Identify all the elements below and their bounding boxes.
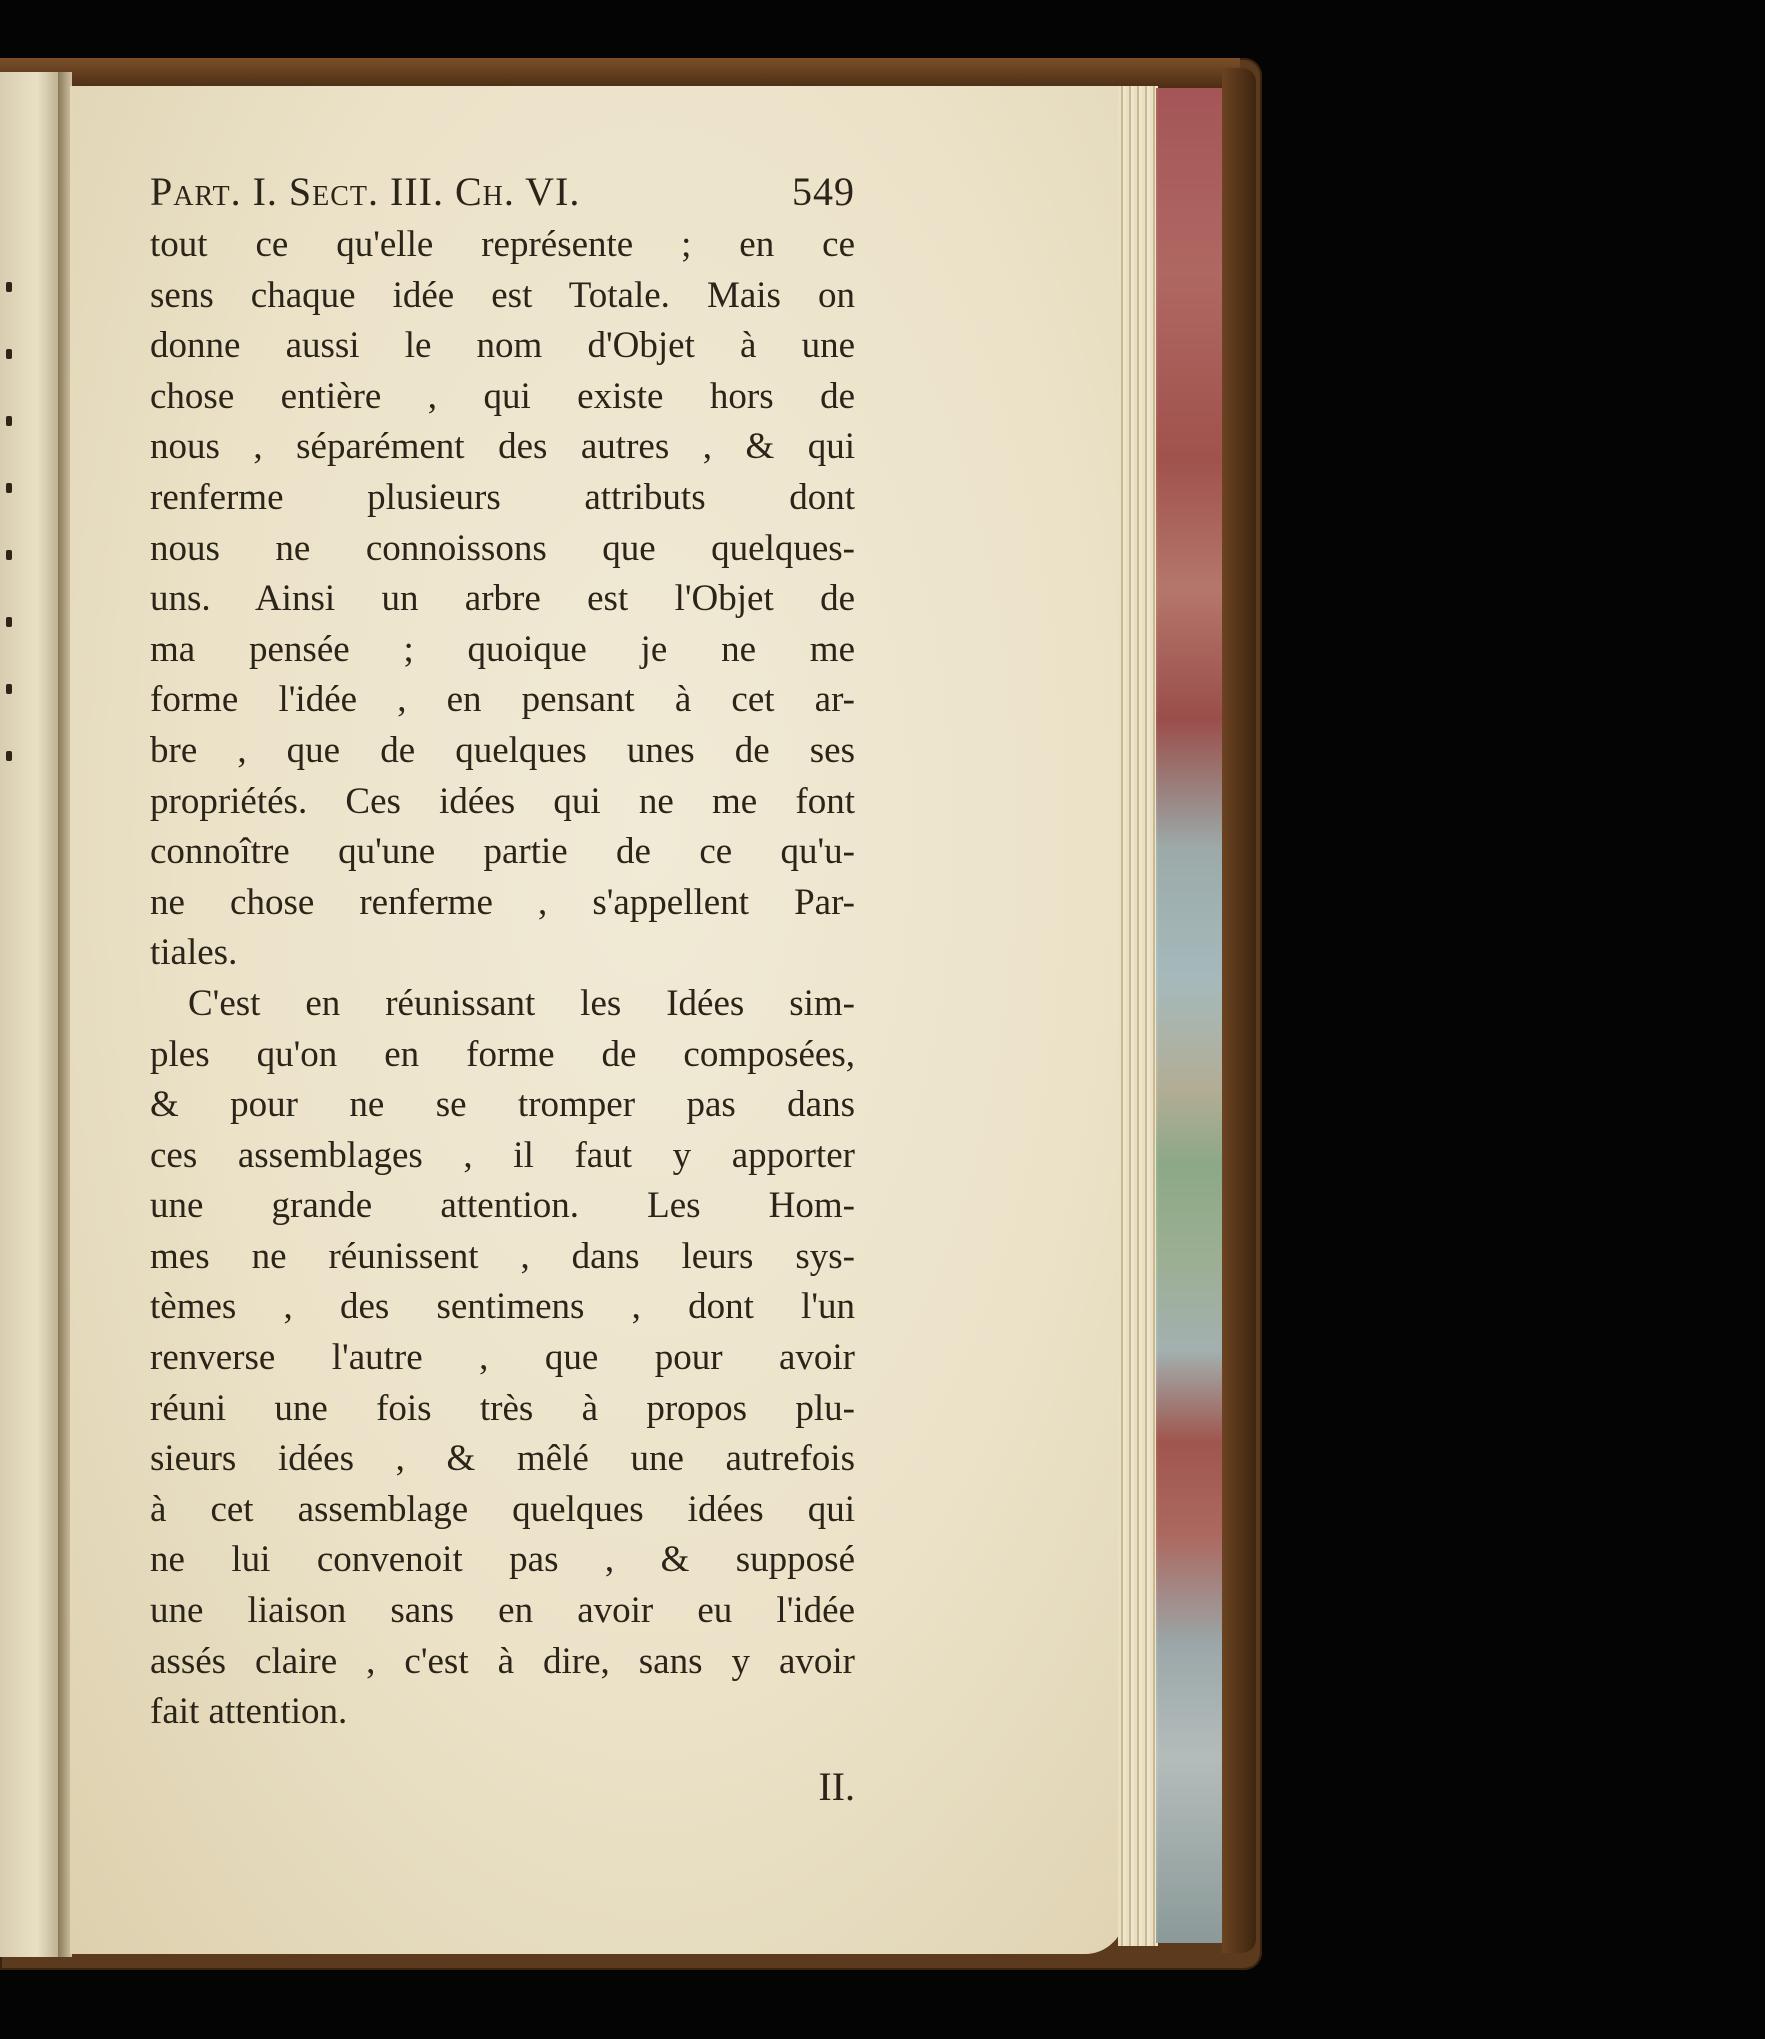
marbled-edge xyxy=(1156,88,1224,1943)
text-line: connoître qu'une partie de ce qu'u- xyxy=(150,831,855,873)
body-text xyxy=(150,220,855,1738)
text-line: une liaison sans en avoir eu l'idée xyxy=(150,1590,855,1632)
text-line: une grande attention. Les Hom- xyxy=(150,1185,855,1227)
text-line: bre , que de quelques unes de ses xyxy=(150,729,855,771)
running-header xyxy=(150,168,855,220)
text-line: mes ne réunissent , dans leurs sys- xyxy=(150,1235,855,1277)
text-line: renferme plusieurs attributs dont xyxy=(150,476,855,518)
text-line: à cet assemblage quelques idées qui xyxy=(150,1488,855,1530)
text-line: tèmes , des sentimens , dont l'un xyxy=(150,1286,855,1328)
text-line: tout ce qu'elle représente ; en ce xyxy=(150,224,855,265)
page-text xyxy=(150,168,855,1809)
text-line: ces assemblages , il faut y apporter xyxy=(150,1134,855,1176)
text-line: sens chaque idée est Totale. Mais on xyxy=(150,274,855,316)
text-line: propriétés. Ces idées qui ne me font xyxy=(150,780,855,822)
text-line: donne aussi le nom d'Objet à une xyxy=(150,325,855,367)
text-line: renverse l'autre , que pour avoir xyxy=(150,1337,855,1379)
running-title: Part. I. Sect. III. Ch. VI. xyxy=(150,169,581,214)
page-number: 549 xyxy=(792,169,855,214)
text-line: ne chose renferme , s'appellent Par- xyxy=(150,881,855,923)
text-line: ma pensée ; quoique je ne me xyxy=(150,628,855,670)
text-line: nous , séparément des autres , & qui xyxy=(150,426,855,468)
text-line: ples qu'on en forme de composées, xyxy=(150,1033,855,1075)
page-stack-edges xyxy=(1118,86,1158,1946)
text-line: nous ne connoissons que quelques- xyxy=(150,527,855,569)
text-line: assés claire , c'est à dire, sans y avoir xyxy=(150,1640,855,1682)
text-line: C'est en réunissant les Idées sim- xyxy=(188,982,855,1024)
text-line: forme l'idée , en pensant à cet ar- xyxy=(150,679,855,721)
text-line: sieurs idées , & mêlé une autrefois xyxy=(150,1438,855,1480)
text-line: ne lui convenoit pas , & supposé xyxy=(150,1539,855,1581)
text-line: & pour ne se tromper pas dans xyxy=(150,1084,855,1126)
text-line: uns. Ainsi un arbre est l'Objet de xyxy=(150,578,855,620)
cover-edge xyxy=(1222,68,1256,1953)
text-line: fait attention. xyxy=(150,1691,348,1733)
text-line: réuni une fois très à propos plu- xyxy=(150,1387,855,1429)
catchword: II. xyxy=(818,1764,855,1809)
left-page-edge xyxy=(0,72,62,1957)
text-line: tiales. xyxy=(150,932,238,974)
left-page-ink-marks xyxy=(0,282,20,818)
text-line: chose entière , qui existe hors de xyxy=(150,375,855,417)
